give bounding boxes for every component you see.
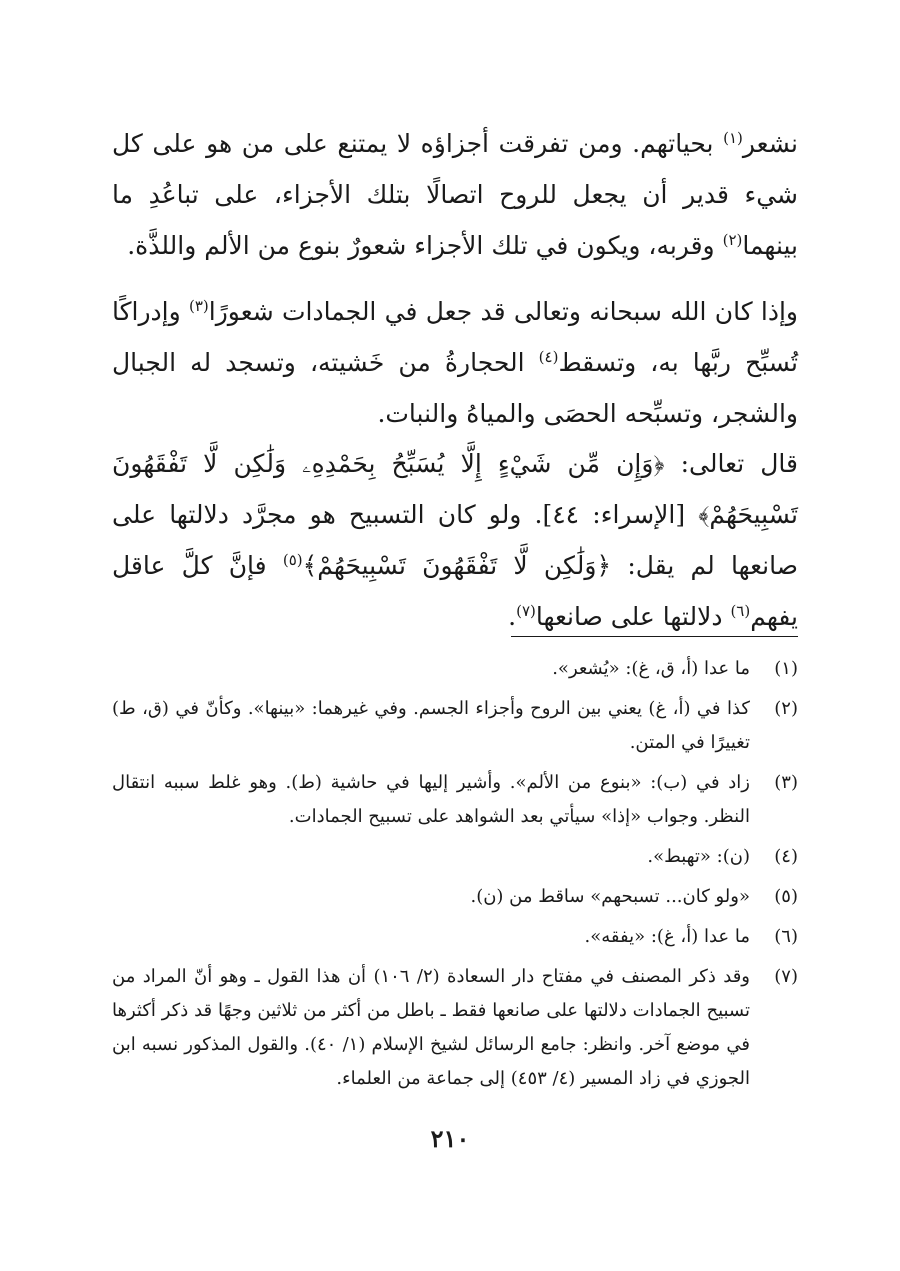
footnote-4: [112, 840, 798, 874]
footnote-7: [112, 960, 798, 1096]
footnote-text: ما عدا (أ، ق، غ): «يُشعر».: [552, 658, 750, 679]
footnote-ref-4: (٤): [538, 348, 559, 366]
footnote-number: (٥): [774, 886, 798, 907]
paragraph-2-text-b: وإدراكًا تُسبِّح ربَّها به، وتسقط: [112, 297, 799, 377]
paragraph-1-text-a: نشعر: [742, 129, 798, 158]
paragraph-1: [112, 118, 798, 271]
footnote-3: [112, 766, 798, 834]
paragraph-3-text-d: دلالتها على صانعها: [535, 602, 731, 631]
footnote-number: (٦): [774, 926, 798, 947]
footnote-divider: [511, 636, 798, 637]
footnote-text: ما عدا (أ، غ): «يفقه».: [584, 926, 750, 947]
paragraph-1-text-b: بحياتهم. ومن تفرقت أجزاؤه لا يمتنع على من هو على كل شيء قدير أن يجعل للروح اتصالًا بتلك الأجزاء، على تباعُدِ ما بينهما: [112, 129, 798, 260]
quran-verse-1: ﴿وَإِن مِّن شَيْءٍ إِلَّا يُسَبِّحُ بِحَمْدِهِۦ وَلَٰكِن لَّا تَفْقَهُونَ تَسْبِيحَهُمْ﴾: [112, 449, 798, 529]
footnote-6: [112, 920, 798, 954]
footnote-number: (٤): [774, 846, 798, 867]
footnote-number: (٣): [774, 772, 798, 793]
paragraph-3-text-c: فإنَّ كلَّ عاقل يفهم: [112, 551, 798, 631]
paragraph-2-text-c: الحجارةُ من خَشيته، وتسجد له الجبال والشجر، وتسبِّحه الحصَى والمياهُ والنبات.: [112, 348, 798, 428]
footnote-ref-6: (٦): [730, 602, 751, 620]
quran-verse-2: ﴿وَلَٰكِن لَّا تَفْقَهُونَ تَسْبِيحَهُمْ﴾: [302, 551, 612, 580]
footnote-ref-7: (٧): [516, 602, 536, 620]
footnote-number: (٢): [774, 698, 798, 719]
footnote-2: [112, 692, 798, 760]
footnote-ref-1: (١): [723, 129, 743, 147]
footnote-ref-2: (٢): [722, 231, 743, 249]
footnote-number: (١): [774, 658, 798, 679]
paragraph-2-text-a: وإذا كان الله سبحانه وتعالى قد جعل في الجمادات شعورًا: [208, 297, 798, 326]
footnotes-list: [112, 652, 798, 1102]
footnote-text: وقد ذكر المصنف في مفتاح دار السعادة (٢/ ١٠٦) أن هذا القول ـ وهو أنّ المراد من تسبيح الجمادات دلالتها على صانعها فقط ـ باطل من أكثر من ثلاثين وجهًا قد ذكر أكثرها في موضع آخر. وانظر: جامع الرسائل لشيخ الإسلام (١/ ٤٠). والقول المذكور نسبه ابن الجوزي في زاد المسير (٤/ ٤٥٣) إلى جماعة من العلماء.: [112, 966, 750, 1089]
paragraph-1-text-c: وقربه، ويكون في تلك الأجزاء شعورٌ بنوع من الألم واللذَّة.: [127, 231, 723, 260]
footnote-5: [112, 880, 798, 914]
footnote-1: [112, 652, 798, 686]
paragraph-3-text-e: .: [508, 602, 517, 631]
paragraph-3-text-a: قال تعالى:: [664, 449, 798, 478]
footnote-ref-5: (٥): [282, 551, 303, 569]
paragraph-3-text-b: [الإسراء: ٤٤]. ولو كان التسبيح هو مجرَّد دلالتها على صانعها لم يقل:: [112, 500, 798, 580]
footnote-ref-3: (٣): [188, 297, 209, 315]
footnote-text: «ولو كان... تسبحهم» ساقط من (ن).: [470, 886, 750, 907]
footnote-text: كذا في (أ، غ) يعني بين الروح وأجزاء الجسم. وفي غيرهما: «بينها». وكأنّ في (ق، ط) تغييرًا في المتن.: [112, 698, 750, 753]
paragraph-3: [112, 438, 798, 642]
footnote-text: زاد في (ب): «بنوع من الألم». وأشير إليها في حاشية (ط). وهو غلط سببه انتقال النظر. وجواب «إذا» سيأتي بعد الشواهد على تسبيح الجمادات.: [112, 772, 750, 827]
paragraph-2: [112, 286, 798, 439]
page-number: ٢١٠: [430, 1124, 470, 1153]
footnote-number: (٧): [774, 966, 798, 987]
footnote-text: (ن): «تهبط».: [647, 846, 750, 867]
